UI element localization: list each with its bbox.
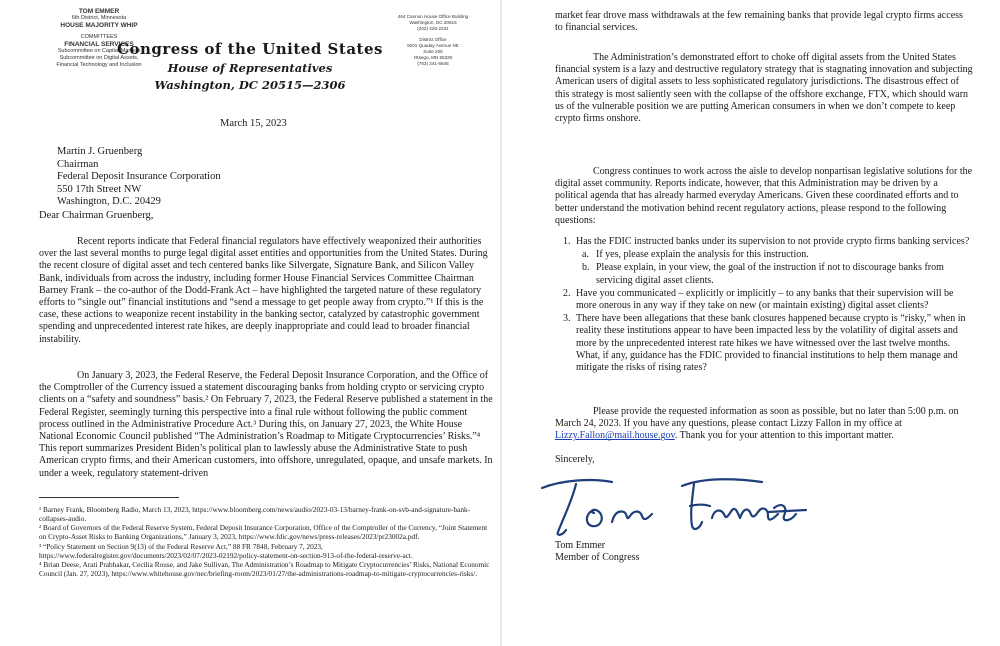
question-text: There have been allegations that these bank closures happened because crypto is “risky,” when in reality these institutions appear to have been impacted less by the volatility of digital assets and more by the unprecedented interest rate hikes we have witnessed over the last twelve months. What, if any, guidance has the FDIC provided to financial institutions to help them manage and mitigate the risks of rising rates? [576, 313, 966, 374]
sub-question [576, 249, 975, 261]
recipient-address [57, 146, 221, 209]
signer-block [555, 540, 639, 564]
letter-date: March 15, 2023 [220, 118, 287, 129]
continuation-paragraph: market fear drove mass withdrawals at the few remaining banks that provide legal crypto firms access to financial services. [555, 10, 963, 34]
letterhead-line: (763) 241-6848 [417, 61, 449, 66]
address-line: Washington, D.C. 20429 [57, 196, 161, 208]
location-title: Washington, DC 20515—2306 [154, 78, 346, 92]
question-text: Has the FDIC instructed banks under its supervision to not provide crypto firms banking services? [576, 236, 970, 247]
signer-title: Member of Congress [555, 552, 640, 564]
footnotes [39, 506, 494, 580]
paragraph-text: Congress continues to work across the aisle to develop nonpartisan legislative solutions for the digital asset community. Reports indicate, however, that this Administration may be driven by a political agenda that has already harmed everyday Americans. Given these coordinated efforts and to better understand the motivation behind recent regulatory actions, please respond to the following questions: [555, 166, 973, 226]
closing-text: Please provide the requested information as soon as possible, but no later than 5:00 p.m. on March 24, 2023. If you have any questions, please contact Lizzy Fallon in my office at [555, 406, 959, 430]
question-text: Have you communicated – explicitly or implicitly – to any banks that their supervision will be more onerous in any way if they take on new (or maintain existing) digital asset clients? [576, 287, 954, 312]
question-number: 1. [563, 236, 571, 247]
letterhead-right [372, 14, 494, 67]
letterhead-line: Financial Technology and Inclusion [56, 62, 142, 68]
letterhead-line: Otsego, MN 55330 [413, 55, 453, 60]
handwritten-signature [532, 466, 822, 538]
body-paragraph [39, 236, 494, 346]
letterhead-line: Subcommittee on Capital Markets [57, 48, 141, 54]
footnote: ² Board of Governors of the Federal Reserve System, Federal Deposit Insurance Corporation, Office of the Comptroller of the Currency, “Joint Statement on Crypto-Asset Risks to Banking Organizations,” January 3, 2023, https://www.fdic.gov/news/press-releases/2023/pr23002a.pdf. [39, 523, 488, 542]
house-title: House of Representatives [167, 61, 333, 75]
closing-paragraph [555, 406, 973, 443]
sub-question-text: If yes, please explain the analysis for this instruction. [596, 249, 809, 261]
body-paragraph [555, 166, 973, 227]
letterhead-line: (202) 225-2331 [417, 26, 449, 31]
question-number: 3. [563, 313, 571, 325]
question-list [555, 236, 975, 375]
sub-question-letter: b. [582, 262, 590, 274]
question-item [555, 313, 975, 374]
body-paragraph [555, 52, 973, 125]
paragraph-text: The Administration’s demonstrated effort to choke off digital assets from the United States financial system is a lazy and destructive regulatory strategy that is stagnating innovation and subjecting American users of digital assets to less sophisticated regulatory jurisdictions. The disastrous effect of this strategy is most saliently seen with the collapse of the offshore exchange, FTX, which should warn us of the vulnerable position we are putting American consumers in when we don’t compete to keep crypto firms onshore. [555, 52, 973, 125]
address-line: 550 17th Street NW [57, 183, 142, 195]
footnote: ³ “Policy Statement on Section 9(13) of the Federal Reserve Act,” 88 FR 7848, February 7, 2023, https://www.federalregister.gov/documents/2023/02/07/2023-02192/policy-statement-on-section-913-of-the-federal-reserve-act. [39, 541, 413, 560]
letter-page-2 [500, 0, 1000, 646]
letterhead-line: FINANCIAL SERVICES [64, 41, 134, 48]
letterhead-name: TOM EMMER [78, 8, 120, 15]
address-line: Chairman [57, 158, 99, 170]
sign-off: Sincerely, [555, 454, 595, 465]
footnote: ⁴ Brian Deese, Arati Prabhakar, Cecilia Rouse, and Jake Sullivan, The Administration’s Roadmap to Mitigate Cryptocurrencies’ Risks, National Economic Council (Jan. 27, 2023), https://www.whitehouse.gov/nec/briefing-room/2023/01/27/the-administrations-roadmap-to-mitigate-cryptocurrencies-risks/. [39, 560, 490, 578]
closing-text-end: . Thank you for your attention to this important matter. [674, 430, 894, 442]
letterhead-center [100, 40, 400, 92]
address-line: Federal Deposit Insurance Corporation [57, 171, 221, 183]
letterhead-line: Washington, DC 20515 [409, 20, 457, 25]
letterhead-line: 9201 Quaday Avenue NE [407, 43, 459, 48]
address-line: Martin J. Gruenberg [57, 146, 143, 157]
letterhead-line: COMMITTEES [80, 34, 118, 40]
paragraph-text: On January 3, 2023, the Federal Reserve, the Federal Deposit Insurance Corporation, and the Office of the Comptroller of the Currency issued a statement discouraging banks from holding crypto or servicing crypto clients on a “safety and soundness” basis.² On February 7, 2023, the Federal Reserve published a statement in the Federal Register, seemingly turning this perspective into a final rule without following the public comment process outlined in the Administrative Procedure Act.³ During this, on January 27, 2023, the White House National Economic Council published “The Administration’s Roadmap to Mitigate Cryptocurrencies’ Risks.”⁴ This report summarizes President Biden’s political plan to lawlessly abuse the Administrative State to push American crypto firms, and their American customers, into offshore, unregulated, opaque, and unsafe markets. In under a week, regulatory statement-driven [39, 370, 493, 479]
letterhead-line: 464 Cannon House Office Building [397, 14, 469, 19]
letterhead-line: 6th District, Minnesota [71, 15, 127, 21]
question-item [555, 288, 975, 312]
letterhead-line: Subcommittee on Digital Assets, [59, 55, 139, 61]
signer-name: Tom Emmer [555, 540, 606, 551]
sub-question [576, 262, 975, 286]
sub-question-text: Please explain, in your view, the goal of the instruction if not to discourage banks from servicing digital asset clients. [596, 262, 944, 286]
email-link[interactable]: Lizzy.Fallon@mail.house.gov [555, 430, 675, 442]
letterhead-line: District Office [419, 37, 447, 42]
footnote-divider [39, 497, 179, 498]
body-paragraph [39, 370, 494, 480]
letterhead-line: Suite 206 [423, 49, 443, 54]
question-item [555, 236, 975, 287]
salutation: Dear Chairman Gruenberg, [39, 210, 154, 221]
letterhead-line: HOUSE MAJORITY WHIP [60, 22, 138, 29]
sub-question-letter: a. [582, 249, 589, 261]
congress-title: Congress of the United States [117, 40, 383, 58]
footnote: ¹ Barney Frank, Bloomberg Radio, March 13, 2023, https://www.bloomberg.com/news/audio/2023-03-13/barney-frank-on-svb-and-signature-bank-collapses-audio. [39, 505, 471, 523]
paragraph-text: Recent reports indicate that Federal financial regulators have effectively weaponized their authorities over the last several months to purge legal digital asset entities and opportunities from the United States. During the recent closure of digital asset and tech centered banks like Silvergate, Signature Bank, and Silicon Valley Bank, individuals from across the industry, including former House Financial Services Committee Chairman Barney Frank – the co-author of the Dodd-Frank Act – have highlighted the targeted nature of these regulatory efforts to “single out” financial institutions and “send a message to get people away from crypto.”¹ If this is the case, these actions to weaponize recent instability in the banking sector, catalyzed by catastrophic government spending and unprecedented interest rate hikes, are deeply inappropriate and could lead to broader financial instability. [39, 236, 488, 345]
question-number: 2. [563, 287, 571, 299]
